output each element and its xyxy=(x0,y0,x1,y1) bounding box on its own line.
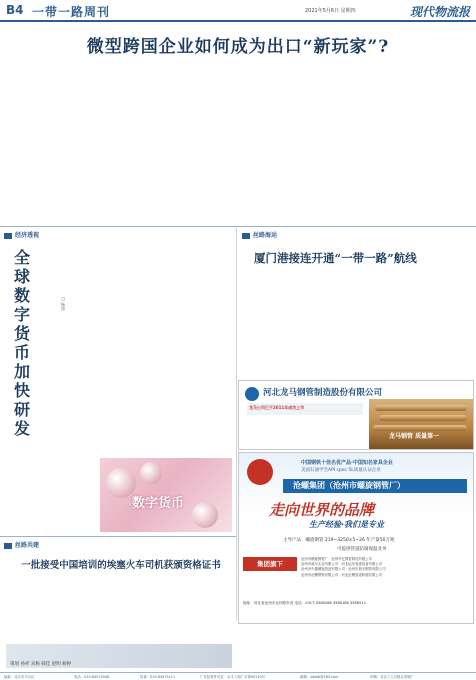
dc-body-col-5 xyxy=(6,450,96,534)
member-item: 沧州市螺旋钢管厂 · 沧州华亿钢管制造有限公司 xyxy=(301,557,373,561)
ad-details xyxy=(247,419,365,447)
divider xyxy=(0,226,476,227)
digital-currency-image xyxy=(100,458,232,532)
ad-group-label: 集团旗下 xyxy=(243,557,297,571)
drivers-headline: 一批接受中国培训的埃塞火车司机获颁资格证书 xyxy=(21,560,221,571)
ad-company-name: 河北龙马钢管制造股份有限公司 xyxy=(263,388,383,398)
issue-date: 2021年5月6日 星期四 xyxy=(305,8,356,14)
ad-line-1: 中国钢铁十佳名优产品·中国知名家具企业 xyxy=(301,460,393,466)
label-bar xyxy=(4,543,12,549)
footer-ad-license: 广告经营许可证：京丰工商广字第00110号 xyxy=(200,675,266,679)
drivers-keywords: 策划 孙祥 宾杨 韩佳 赵明 杨婷 xyxy=(10,662,72,667)
ad-products: 主导产品：螺旋钢管 219~3250×5~26 年产量50万吨 xyxy=(283,538,395,543)
member-item: 沧州市威尔实业有限公司 · 河北远东管道装备有限公司 xyxy=(301,562,383,567)
coin-graphic xyxy=(192,502,218,528)
advertisement-longma xyxy=(238,380,474,450)
section-number: B4 xyxy=(6,3,24,17)
lead-body-col-4 xyxy=(240,64,314,204)
xiamen-headline: 厦门港接连开通“一带一路”航线 xyxy=(254,251,417,265)
section-label-economy: 经济透视 xyxy=(4,230,39,239)
member-item: 沧州市中鑫螺旋管道有限公司 · 沧州市晨光钢管有限公司 xyxy=(301,567,386,572)
xiamen-body-col-1 xyxy=(242,272,316,376)
ad-service: 可提供管道防腐保温业务 xyxy=(337,547,387,552)
lead-body-col-2 xyxy=(84,64,158,204)
ad-subslogan: 生产经验·我们是专业 xyxy=(309,520,385,529)
footer-printer: 印刷：北京工人日报社印刷厂 xyxy=(370,675,415,679)
xiamen-body-col-3 xyxy=(398,272,472,376)
footer-address: 地址：北京市丰台区 xyxy=(4,675,35,679)
ad-tagline: 龙马公司已于2011年成功上市 xyxy=(249,405,305,410)
section-label-belt-road: 丝路共建 xyxy=(4,540,39,549)
dc-body-col-3 xyxy=(182,240,234,450)
drivers-body-col-3 xyxy=(158,588,232,642)
ad-brand-bar: 沧螺集团（沧州市螺旋钢管厂） xyxy=(283,479,467,493)
ad-address: 地址：河北省沧州市北环路东首 电话：0317-3568266 3568166 3568511 xyxy=(243,601,366,605)
section-name: 一带一路周刊 xyxy=(32,5,111,19)
lead-headline: 微型跨国企业如何成为出口“新玩家”? xyxy=(86,37,390,57)
lead-body-col-6 xyxy=(396,64,470,204)
paper-name: 现代物流报 xyxy=(409,5,470,19)
ad-slogan: 龙马钢管 质量第一 xyxy=(389,433,440,440)
xiamen-body-col-2 xyxy=(320,272,394,376)
pipe xyxy=(375,405,467,411)
image-caption-title: 数字货币 xyxy=(132,496,185,511)
advertisement-cangluo xyxy=(238,452,474,624)
drivers-body-col-1 xyxy=(6,588,78,642)
masthead xyxy=(0,0,476,22)
digital-currency-title: 全球数字货币加快研发 xyxy=(14,248,31,438)
pipe xyxy=(379,415,467,421)
divider xyxy=(0,536,236,537)
steel-pipes-photo xyxy=(369,399,473,449)
lead-body-col-3 xyxy=(162,64,236,204)
footer-email: 邮箱：xdwlb@163.com xyxy=(300,675,339,679)
member-item: 沧州市沧螺钢管有限公司 · 河北沧螺管道防腐有限公司 xyxy=(301,572,383,577)
lead-body-col-1 xyxy=(6,64,80,204)
lead-body-col-5 xyxy=(318,64,392,204)
page-footer xyxy=(0,672,476,680)
column-divider xyxy=(236,228,237,620)
dc-body-col-1 xyxy=(70,240,122,450)
dc-body-col-2 xyxy=(126,240,178,450)
section-label-maritime: 丝路海运 xyxy=(242,230,277,239)
ad-slogan: 走向世界的品牌 xyxy=(269,501,375,519)
group-logo xyxy=(247,459,273,485)
byline: □ 杨涛 xyxy=(61,296,66,311)
company-logo xyxy=(245,387,259,401)
label-bar xyxy=(242,233,250,239)
drivers-body-col-2 xyxy=(82,588,154,642)
footer-phone: 电话：010-83575048 xyxy=(74,675,110,679)
footer-fax: 传真：010-83575111 xyxy=(140,675,176,679)
coin-graphic xyxy=(140,462,162,484)
ad-line-2: 美国石油学会API spec 5L质量认证企业 xyxy=(301,468,381,473)
label-bar xyxy=(4,233,12,239)
